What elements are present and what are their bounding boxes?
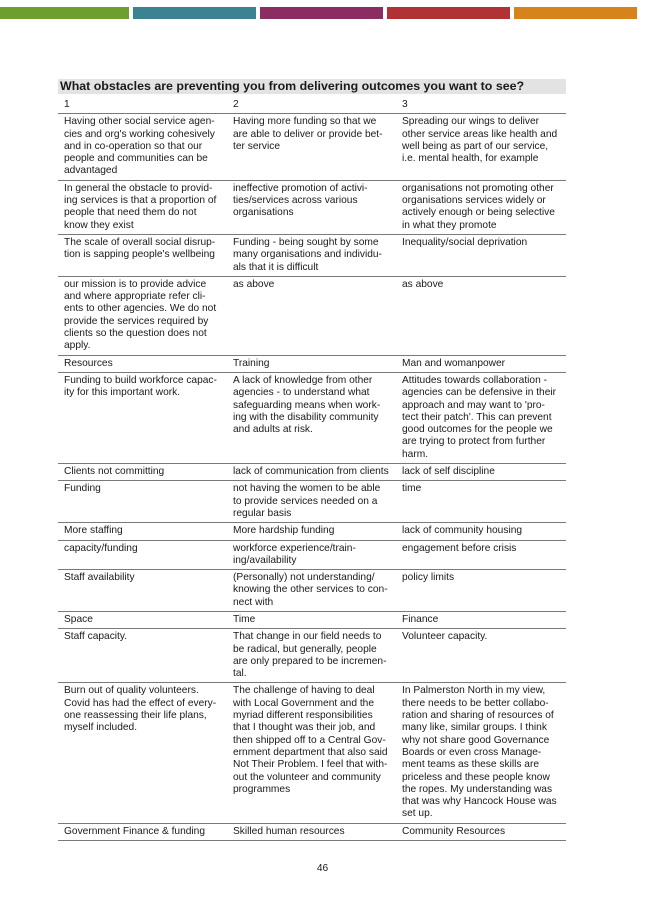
table-row	[58, 570, 566, 612]
column-header: 3	[396, 97, 566, 114]
color-bar-segment-red	[387, 7, 510, 19]
table-cell: Finance	[396, 611, 566, 628]
table-cell: A lack of knowledge from other agencies - to understand what safeguarding means when work- ing with the disability community and adults at risk.	[227, 372, 396, 463]
table-cell: Inequality/social deprivation	[396, 234, 566, 276]
color-bar-segment-green	[0, 7, 129, 19]
table-cell: The challenge of having to deal with Local Government and the myriad different responsibilities that I thought was their job, and then shipped off to a Central Gov- ernment department that also said Not Their Problem. I feel that with- out the volunteer and community programmes	[227, 683, 396, 823]
table-cell: More staffing	[58, 523, 227, 540]
table-cell: ineffective promotion of activi- ties/services across various organisations	[227, 180, 396, 234]
table-cell: Having other social service agen- cies and org's working cohesively and in co-operation so that our people and communities can be advantaged	[58, 114, 227, 180]
table-row	[58, 683, 566, 823]
table-cell: Staff availability	[58, 570, 227, 612]
table-row	[58, 114, 566, 180]
table-cell: Staff capacity.	[58, 629, 227, 683]
color-bar-segment-purple	[260, 7, 383, 19]
table-cell: Time	[227, 611, 396, 628]
table-cell: In Palmerston North in my view, there needs to be better collabo- ration and sharing of resources of many like, similar groups. I think why not share good Governance Boards or even cross Manage- ment teams as these skills are priceless and these people know the ropes. My understanding was that was why Hancock House was set up.	[396, 683, 566, 823]
table-row	[58, 180, 566, 234]
table-cell: engagement before crisis	[396, 540, 566, 570]
table-row	[58, 629, 566, 683]
table-row	[58, 540, 566, 570]
table-row	[58, 355, 566, 372]
table-cell: policy limits	[396, 570, 566, 612]
table-cell: workforce experience/train- ing/availability	[227, 540, 396, 570]
table-cell: Spreading our wings to deliver other service areas like health and well being as part of our service, i.e. mental health, for example	[396, 114, 566, 180]
table-cell: Funding to build workforce capac- ity for this important work.	[58, 372, 227, 463]
table-header-row	[58, 97, 566, 114]
header-color-bar	[0, 7, 645, 19]
table-cell: Government Finance & funding	[58, 823, 227, 840]
table-cell: More hardship funding	[227, 523, 396, 540]
table-cell: Man and womanpower	[396, 355, 566, 372]
table-cell: lack of communication from clients	[227, 464, 396, 481]
table-cell: lack of self discipline	[396, 464, 566, 481]
table-cell: That change in our field needs to be radical, but generally, people are only prepared to be incremen- tal.	[227, 629, 396, 683]
table-cell: as above	[227, 276, 396, 355]
table-cell: Funding - being sought by some many organisations and individu- als that it is difficult	[227, 234, 396, 276]
table-cell: capacity/funding	[58, 540, 227, 570]
table-cell: Clients not committing	[58, 464, 227, 481]
obstacles-table	[58, 97, 566, 841]
table-cell: Community Resources	[396, 823, 566, 840]
table-cell: as above	[396, 276, 566, 355]
table-cell: The scale of overall social disrup- tion is sapping people's wellbeing	[58, 234, 227, 276]
column-header: 1	[58, 97, 227, 114]
table-cell: Attitudes towards collaboration - agencies can be defensive in their approach and may want to 'pro- tect their patch'. This can prevent good outcomes for the people we are trying to protect from further harm.	[396, 372, 566, 463]
table-cell: Funding	[58, 481, 227, 523]
table-row	[58, 372, 566, 463]
table-cell: organisations not promoting other organisations services widely or actively enough or being selective in what they promote	[396, 180, 566, 234]
color-bar-segment-orange	[514, 7, 637, 19]
table-cell: (Personally) not understanding/ knowing the other services to con- nect with	[227, 570, 396, 612]
color-bar-segment-teal	[133, 7, 256, 19]
table-cell: Resources	[58, 355, 227, 372]
table-cell: In general the obstacle to provid- ing services is that a proportion of people that need them do not know they exist	[58, 180, 227, 234]
table-row	[58, 481, 566, 523]
table-row	[58, 276, 566, 355]
table-cell: Space	[58, 611, 227, 628]
table-cell: Volunteer capacity.	[396, 629, 566, 683]
column-header: 2	[227, 97, 396, 114]
table-cell: Skilled human resources	[227, 823, 396, 840]
table-cell: time	[396, 481, 566, 523]
table-cell: Burn out of quality volunteers. Covid has had the effect of every- one reassessing their life plans, myself included.	[58, 683, 227, 823]
table-cell: not having the women to be able to provide services needed on a regular basis	[227, 481, 396, 523]
table-row	[58, 611, 566, 628]
table-row	[58, 464, 566, 481]
page-number: 46	[316, 863, 329, 874]
table-row	[58, 234, 566, 276]
table-cell: Having more funding so that we are able to deliver or provide bet- ter service	[227, 114, 396, 180]
table-cell: lack of community housing	[396, 523, 566, 540]
table-cell: Training	[227, 355, 396, 372]
table-cell: our mission is to provide advice and where appropriate refer cli- ents to other agencies. We do not provide the services required by clients so the question does not apply.	[58, 276, 227, 355]
table-row	[58, 523, 566, 540]
section-heading: What obstacles are preventing you from delivering outcomes you want to see?	[58, 79, 566, 94]
table-row	[58, 823, 566, 840]
